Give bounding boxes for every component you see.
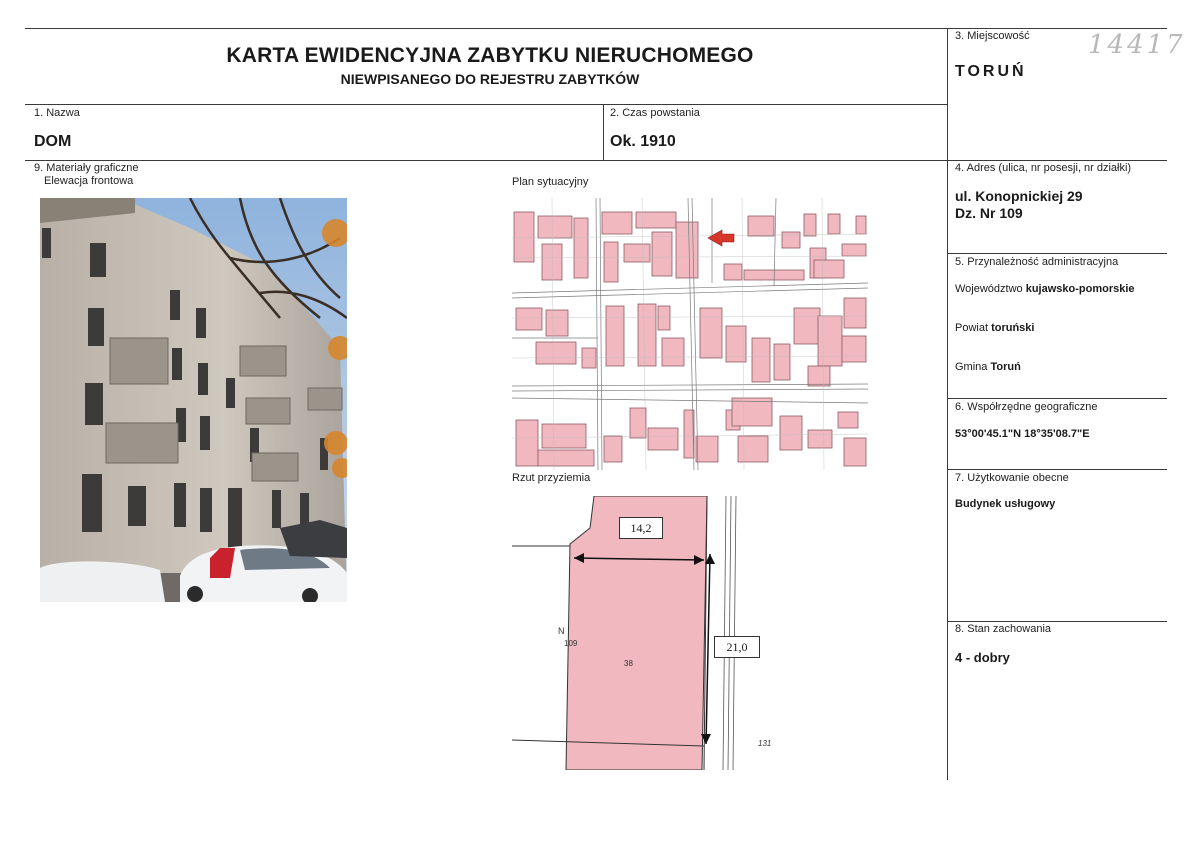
facade-photo [40, 198, 347, 602]
admin-bottom-line [947, 398, 1167, 399]
coords-label: 6. Współrzędne geograficzne [955, 401, 1098, 413]
graphics-label: 9. Materiały graficzne [34, 162, 139, 174]
condition-label: 8. Stan zachowania [955, 623, 1052, 635]
coords-bottom-line [947, 469, 1167, 470]
parcel-number: 109 [564, 639, 578, 648]
name-value: DOM [34, 133, 72, 150]
north-mark: N [558, 626, 565, 636]
situational-map [512, 198, 868, 470]
usage-label: 7. Użytkowanie obecne [955, 472, 1069, 484]
neighbour-number: 131 [758, 739, 772, 748]
elevation-caption: Elewacja frontowa [44, 175, 134, 187]
voivodeship-line [955, 283, 1135, 295]
page-title: KARTA EWIDENCYJNA ZABYTKU NIERUCHOMEGO [226, 44, 754, 67]
locality-value: TORUŃ [955, 63, 1027, 80]
commune-line [955, 361, 1021, 373]
usage-value: Budynek usługowy [955, 498, 1056, 510]
voivodeship-prefix: Województwo [955, 283, 1026, 295]
address-line1: ul. Konopnickiej 29 [955, 188, 1083, 204]
usage-bottom-line [947, 621, 1167, 622]
coords-value: 53°00'45.1"N 18°35'08.7"E [955, 428, 1090, 440]
title-bottom-line [25, 104, 947, 105]
admin-label: 5. Przynależność administracyjna [955, 256, 1119, 268]
address-bottom-line [947, 253, 1167, 254]
name-row-bottom-line [25, 160, 1167, 161]
county-prefix: Powiat [955, 322, 992, 334]
building-number: 38 [624, 659, 633, 668]
name-label: 1. Nazwa [34, 107, 80, 119]
commune-prefix: Gmina [955, 361, 991, 373]
county-value: toruński [991, 322, 1035, 334]
dimension-width: 14,2 [619, 517, 663, 539]
time-label: 2. Czas powstania [610, 107, 700, 119]
address-line2: Dz. Nr 109 [955, 205, 1023, 221]
handwritten-number: 14417 [1088, 30, 1186, 60]
county-line [955, 322, 1034, 334]
plan-caption: Plan sytuacyjny [512, 176, 589, 188]
voivodeship-value: kujawsko-pomorskie [1025, 283, 1135, 295]
time-value: Ok. 1910 [610, 133, 676, 150]
locality-label: 3. Miejscowość [955, 30, 1030, 42]
right-column-divider [947, 28, 948, 780]
floor-plan-caption: Rzut przyziemia [512, 472, 591, 484]
address-label: 4. Adres (ulica, nr posesji, nr działki) [955, 162, 1132, 174]
commune-value: Toruń [990, 361, 1021, 373]
dimension-length: 21,0 [714, 636, 760, 658]
condition-value: 4 - dobry [955, 650, 1010, 665]
name-time-divider [603, 104, 604, 160]
page-subtitle: NIEWPISANEGO DO REJESTRU ZABYTKÓW [340, 71, 640, 87]
top-border [25, 28, 1167, 29]
